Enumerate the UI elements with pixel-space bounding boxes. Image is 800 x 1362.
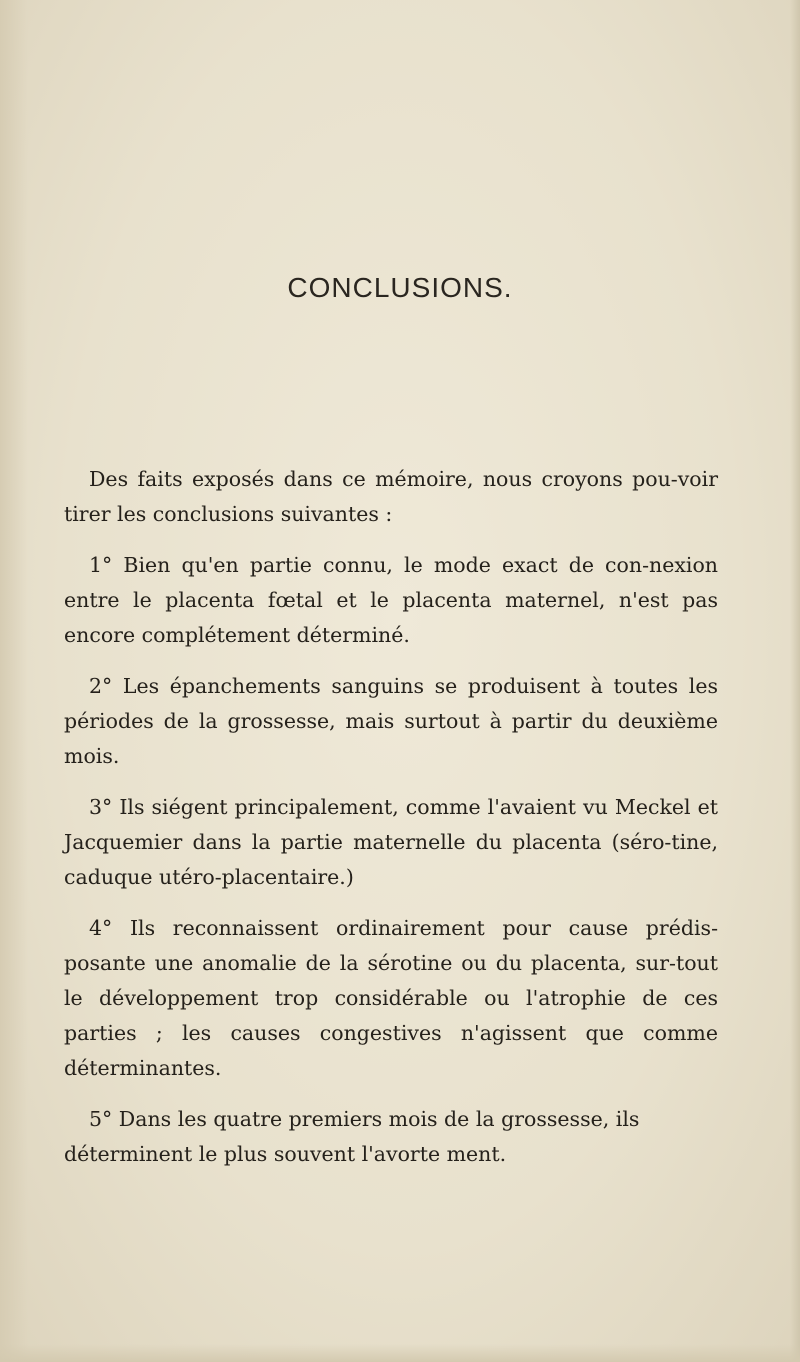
paragraph-intro: Des faits exposés dans ce mémoire, nous croyons pou-voir tirer les conclusions suivantes :	[64, 467, 718, 526]
paragraph-conclusion-5: 5° Dans les quatre premiers mois de la grossesse, ils déterminent le plus souvent l'avorte ment.	[64, 1107, 640, 1166]
page-bottom-shadow	[0, 1344, 800, 1362]
page-title: CONCLUSIONS.	[287, 272, 513, 303]
page-gutter-shadow	[0, 0, 28, 1362]
paragraph-conclusion-3: 3° Ils siégent principalement, comme l'avaient vu Meckel et Jacquemier dans la partie maternelle du placenta (séro-tine, caduque utéro-placentaire.)	[64, 795, 718, 889]
paragraph-conclusion-1: 1° Bien qu'en partie connu, le mode exact de con-nexion entre le placenta fœtal et le placenta maternel, n'est pas encore complétement déterminé.	[64, 553, 718, 647]
paragraph-conclusion-2: 2° Les épanchements sanguins se produisent à toutes les périodes de la grossesse, mais surtout à partir du deuxième mois.	[64, 674, 718, 768]
page-edge-shadow	[790, 0, 800, 1362]
paragraph-conclusion-4: 4° Ils reconnaissent ordinairement pour cause prédis-posante une anomalie de la sérotine ou du placenta, sur-tout le développement trop considérable ou l'atrophie de ces parties ; les causes congestives n'agissent que comme déterminantes.	[64, 916, 718, 1080]
document-body	[64, 462, 718, 1188]
